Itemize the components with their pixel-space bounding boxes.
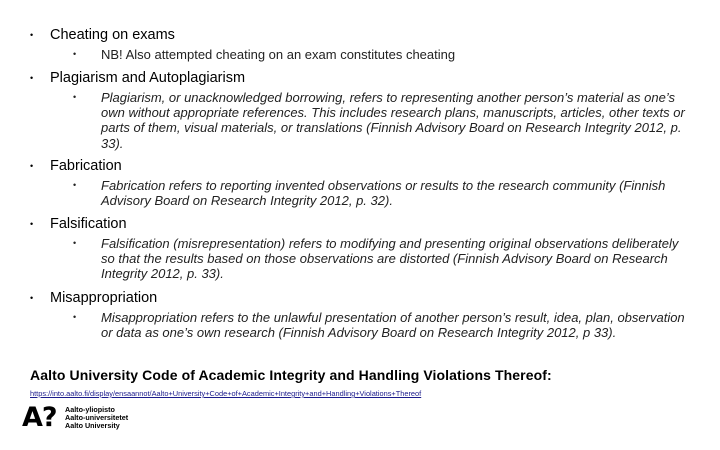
item-heading: Fabrication bbox=[50, 158, 122, 174]
aalto-logo-mark: A? bbox=[22, 402, 57, 433]
sub-bullet-icon: • bbox=[73, 49, 77, 59]
sub-bullet-icon: • bbox=[73, 238, 77, 248]
sub-bullet-icon: • bbox=[73, 180, 77, 190]
bullet-icon: • bbox=[30, 30, 34, 40]
sub-bullet-icon: • bbox=[73, 92, 77, 102]
logo-line-sv: Aalto-universitetet bbox=[65, 413, 129, 422]
item-detail: NB! Also attempted cheating on an exam constitutes cheating bbox=[101, 47, 456, 62]
item-heading: Misappropriation bbox=[50, 290, 158, 306]
aalto-logo bbox=[22, 402, 142, 433]
item-heading: Cheating on exams bbox=[50, 27, 175, 43]
code-title: Aalto University Code of Academic Integrity and Handling Violations Thereof: bbox=[30, 367, 552, 383]
item-detail: Falsification (misrepresentation) refers to modifying and presenting original observations deliberately so that the results based on those observations are distorted (Finnish Advisory Board on Research Integrity 2012, p. 33). bbox=[101, 236, 679, 282]
sub-bullet-icon: • bbox=[73, 312, 77, 322]
item-detail: Misappropriation refers to the unlawful presentation of another person’s result, idea, plan, observation or data as one’s own research (Finnish Advisory Board on Research Integrity 2012, p 33). bbox=[101, 310, 685, 341]
bullet-icon: • bbox=[30, 73, 34, 83]
logo-line-en: Aalto University bbox=[65, 421, 120, 430]
item-detail: Plagiarism, or unacknowledged borrowing, refers to representing another person’s material as one’s own without appropriate references. This includes research plans, manuscripts, articles, other texts or parts of them, visual materials, or translations (Finnish Advisory Board on Research Integrity 2012, p. 33). bbox=[101, 90, 685, 151]
item-heading: Falsification bbox=[50, 216, 127, 232]
aalto-logo-text bbox=[65, 406, 128, 430]
code-link[interactable]: https://into.aalto.fi/display/ensaannot/Aalto+University+Code+of+Academic+Integrity+and+Handling+Violations+Thereof bbox=[30, 389, 422, 398]
bullet-icon: • bbox=[30, 161, 34, 171]
item-heading: Plagiarism and Autoplagiarism bbox=[50, 70, 246, 86]
logo-line-fi: Aalto-yliopisto bbox=[65, 405, 115, 414]
item-detail: Fabrication refers to reporting invented observations or results to the research community (Finnish Advisory Board on Research Integrity 2012, p. 32). bbox=[101, 178, 666, 209]
bullet-icon: • bbox=[30, 219, 34, 229]
bullet-icon: • bbox=[30, 293, 34, 303]
